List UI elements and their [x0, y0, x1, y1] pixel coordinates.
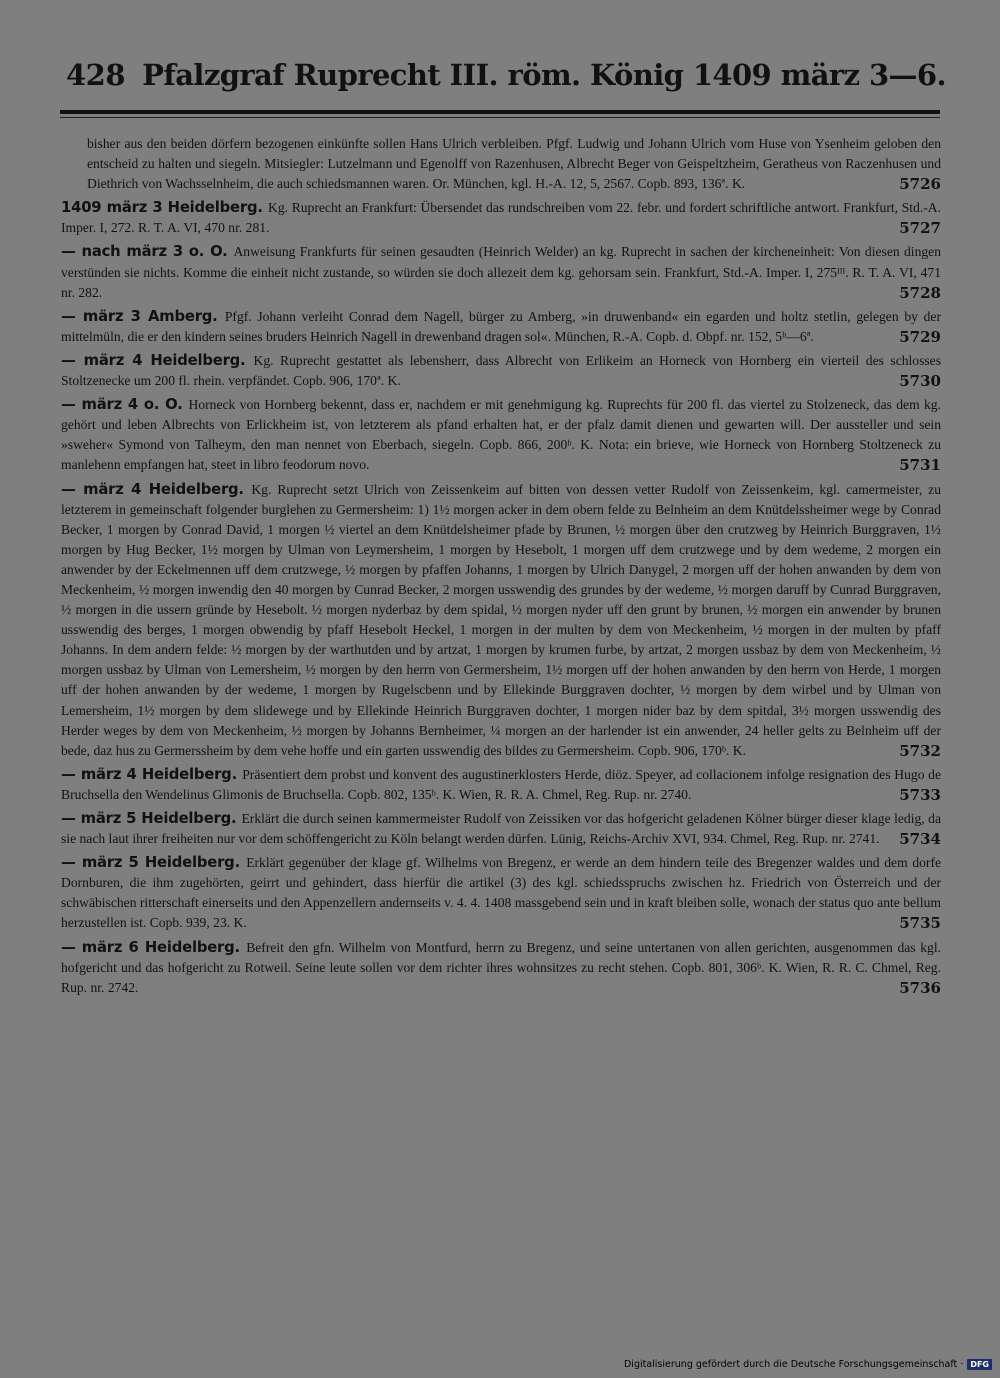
entry-number: 5728: [899, 283, 941, 302]
digitization-footer: [624, 1357, 992, 1371]
entry-number: 5733: [899, 785, 941, 804]
document-body: [61, 134, 941, 1002]
entry-number: 5729: [899, 327, 941, 346]
entry-text: Erklärt die durch seinen kammermeister Rudolf von Zeissiken vor das hofgericht geladenen Kölner bürger dieser klage ledig, da sie nach laut ihrer freiheiten nur vor dem schöffengericht zu Köln belangt werden dürfen. Lünig, Reichs-Archiv XVI, 934. Chmel, Reg. Rup. nr. 2741.: [61, 811, 942, 847]
header-rule-thin: [60, 117, 940, 118]
entry-text: Kg. Ruprecht setzt Ulrich von Zeissenkeim auf bitten von dessen vetter Rudolf von Zeissenkeim, kgl. camermeister, zu letzterem in gemeinschaft folgender burglehen zu Germersheim: 1) 1½ morgen acker in dem obern felde zu Belnheim an dem Knütdelssheimer wege by Conrad Becker, 1 morgen by Conrad David, 1 morgen ½ viertel an dem Knütdelsheimer pfade by Brunen, ½ morgen über den crutzweg by Heinrich Burggraven, 1½ morgen by Hug Becker, 1½ morgen by Ulman von Leymersheim, 1 morgen by Hesebolt, 1 morgen uff dem crutzwege und by dem wedeme, 2 morgen ein anwender by der Eckelmennen uff dem crutzwege, ½ morgen by pfaffen Johanns, 1 morgen by Ulrich Danygel, 2 morgen uff der hohen anwanden by dem von Meckenheim, ½ morgen inwendig den 40 morgen by Cunrad Becker, 2 morgen usswendig des grundes by der wedeme, ½ morgen daruff by Cunrad Burggraven, ½ morgen in die ussern gründe by Hesebolt. ½ morgen nyderbaz by dem spidal, ½ morgen nyder uff den grunt by brunen, ½ morgen ein anwender by brunen usswendig des berges, 1 morgen obwendig by pfaff Hesebolt Heckel, 1 morgen in der multen by dem von Meckenheim, ½ morgen in der multen by pfaff Johanns. In dem andern felde: ½ morgen by der warthutden und by artzat, 1 morgen by krumen furbe, by artzat, 2 morgen ussbaz by dem von Meckenheim, ½ morgen ussbaz by Ulman von Lemersheim, ½ morgen by den herrn von Germersheim, 1½ morgen uff der hohen anwanden by den herrn von Herde, 1 morgen uff der hohen anwanden by der wedeme, 1 morgen by Rugelscbenn und by Ellekinde Burggraven dochter, ½ morgen by dem wirbel und by Ulman von Lemersheim, 1½ morgen by dem slidewege und by Ellekinde Heinrich Burggraven dochter, 1 morgen nider baz by dem spitdal, 3½ morgen usswendig des Herder weges by dem von Meckenheim, ½ morgen by Johanns Bernheimer, ¼ morgen an der harlender ist ein anwender, 24 heller gelts zu Belnheim uff der bede, daz hus zu Germerssheim by dem vehe hoffe und ein garten usswendig des bildes zu Germersheim. Copb. 906, 170ᵇ. K.: [61, 481, 941, 758]
regest-entry: [61, 938, 941, 998]
entry-text: Horneck von Hornberg bekennt, dass er, nachdem er mit genehmigung kg. Ruprechts für 200 fl. das viertel zu Stolzeneck, das dem kg. gehört und leben Albrechts von Erlickheim ist, von letzterem als pfand erhalten hat, er der pfalz damit dienen und gewarten will. Der aussteller und sein »sweher« Symond von Talheym, den man nennet von Eberbach, siegeln. Copb. 866, 200ᵇ. K. Nota: ein brieve, wie Horneck von Hornberg Stoltzeneck zu manlehenn empfangen hat, steet in libro feodorum novo.: [61, 397, 941, 473]
regest-entry: [61, 853, 941, 933]
entry-number: 5731: [899, 456, 941, 475]
document-page: [56, 58, 946, 1320]
regest-entry: [61, 351, 941, 391]
entry-number: 5736: [899, 978, 941, 997]
regest-entry: [61, 765, 941, 805]
dfg-logo: DFG: [967, 1359, 992, 1370]
regest-entry: [61, 198, 941, 238]
entry-heading: — märz 4 Heidelberg.: [61, 765, 243, 783]
page-header: [66, 58, 946, 106]
entry-heading: — märz 4 Heidelberg.: [61, 480, 252, 498]
entry-number: 5735: [899, 914, 941, 933]
entry-text: Kg. Ruprecht gestattet als lebensherr, dass Albrecht von Erlikeim an Horneck von Hornberg ein vierteil des schlosses Stoltzenecke um 200 fl. rhein. verpfändet. Copb. 906, 170ª. K.: [61, 352, 941, 389]
entry-heading: — märz 5 Heidelberg.: [61, 854, 247, 872]
entry-heading: — märz 4 o. O.: [61, 396, 189, 414]
entry-text: Befreit den gfn. Wilhelm von Montfurd, herrn zu Bregenz, und seine untertanen von allen gerichten, ausgenommen das kgl. hofgericht und das hofgericht zu Rotweil. Seine leute sollen vor dem richter ihres wohnsitzes zu recht stehen. Copb. 801, 306ᵇ. K. Wien, R. R. C. Chmel, Reg. Rup. nr. 2742.: [61, 939, 941, 995]
entry-heading: — märz 4 Heidelberg.: [61, 351, 254, 369]
footer-text: Digitalisierung gefördert durch die Deutsche Forschungsgemeinschaft ·: [623, 1358, 964, 1370]
entry-heading: 1409 märz 3 Heidelberg.: [61, 199, 269, 217]
regest-entry: [61, 395, 941, 475]
page-number: 428: [66, 58, 126, 92]
page-title: Pfalzgraf Ruprecht III. röm. König 1409 märz 3—6.: [142, 58, 946, 92]
entry-text: Anweisung Frankfurts für seinen gesaudten (Heinrich Welder) an kg. Ruprecht in sachen der kircheneinheit: Von diesen dingen verstünden sie nichts. Komme die einheit nicht zustande, so würden sie doch allezeit dem kg. gehorsam sein. Frankfurt, Std.-A. Imper. I, 275ᴵᴵᴵ. R. T. A. VI, 471 nr. 282.: [61, 244, 941, 300]
entry-text: Kg. Ruprecht an Frankfurt: Übersendet das rundschreiben vom 22. febr. und fordert schriftliche antwort. Frankfurt, Std.-A. Imper. I, 272. R. T. A. VI, 470 nr. 281.: [61, 200, 941, 236]
entry-heading: — märz 6 Heidelberg.: [61, 938, 247, 956]
regest-entry: [61, 480, 941, 761]
regest-entry: [61, 307, 941, 347]
entry-number: 5732: [899, 741, 941, 760]
entry-text: bisher aus den beiden dörfern bezogenen einkünfte sollen Hans Ulrich verbleiben. Pfgf. Ludwig und Johann Ulrich vom Huse von Ysenheim geloben den entscheid zu halten und siegeln. Mitsiegler: Lutzelmann und Egenolff von Razenhusen, Albrecht Beger von Geispeltzheim, Geratheus von Raczenhusen und Diethrich von Wachsselnheim, die auch schiedsmannen waren. Or. München, kgl. H.-A. 12, 5, 2567. Copb. 893, 136ª. K.: [87, 136, 941, 192]
entry-number: 5727: [899, 219, 941, 238]
regest-entry: [61, 134, 941, 194]
regest-entry: [61, 242, 941, 302]
entry-number: 5730: [899, 372, 941, 391]
header-rule-thick: [60, 110, 940, 114]
entry-text: Erklärt gegenüber der klage gf. Wilhelms von Bregenz, er werde an dem hindern teile des Bregenzer waldes und dem dorfe Dornburen, die ihm zugehörten, geirrt und gehindert, dass hierfür die artikel (3) des kgl. schiedsspruchs zwischen hz. Friedrich von Österreich und der schwäbischen ritterschaft einerseits und den Appenzellern andernseits v. 4. 4. 1408 massgebend sein und in kraft bleiben solle, wonach der status quo ante bellum herzustellen ist. Copb. 939, 23. K.: [61, 855, 942, 931]
entry-text: Präsentiert dem probst und konvent des augustinerklosters Herde, diöz. Speyer, ad collacionem infolge resignation des Hugo de Bruchsella den Wendelinus Glimonis de Bruchsella. Copb. 802, 135ᵇ. K. Wien, R. R. A. Chmel, Reg. Rup. nr. 2740.: [61, 766, 942, 802]
entry-heading: — märz 5 Heidelberg.: [61, 810, 242, 827]
entry-number: 5726: [899, 175, 941, 194]
entry-number: 5734: [899, 830, 941, 849]
entry-heading: — märz 3 Amberg.: [61, 307, 225, 325]
entry-heading: — nach märz 3 o. O.: [61, 243, 234, 261]
regest-entry: [61, 809, 941, 849]
entry-text: Pfgf. Johann verleiht Conrad dem Nagell, bürger zu Amberg, »in druwenband« ein egarden und holtz stetlin, gelegen by der mittelmüln, die er den kindern seines bruders Heinrich Nagell in drewenband dragen sol«. München, R.-A. Copb. d. Obpf. nr. 152, 5ᵇ—6ª.: [61, 308, 941, 344]
